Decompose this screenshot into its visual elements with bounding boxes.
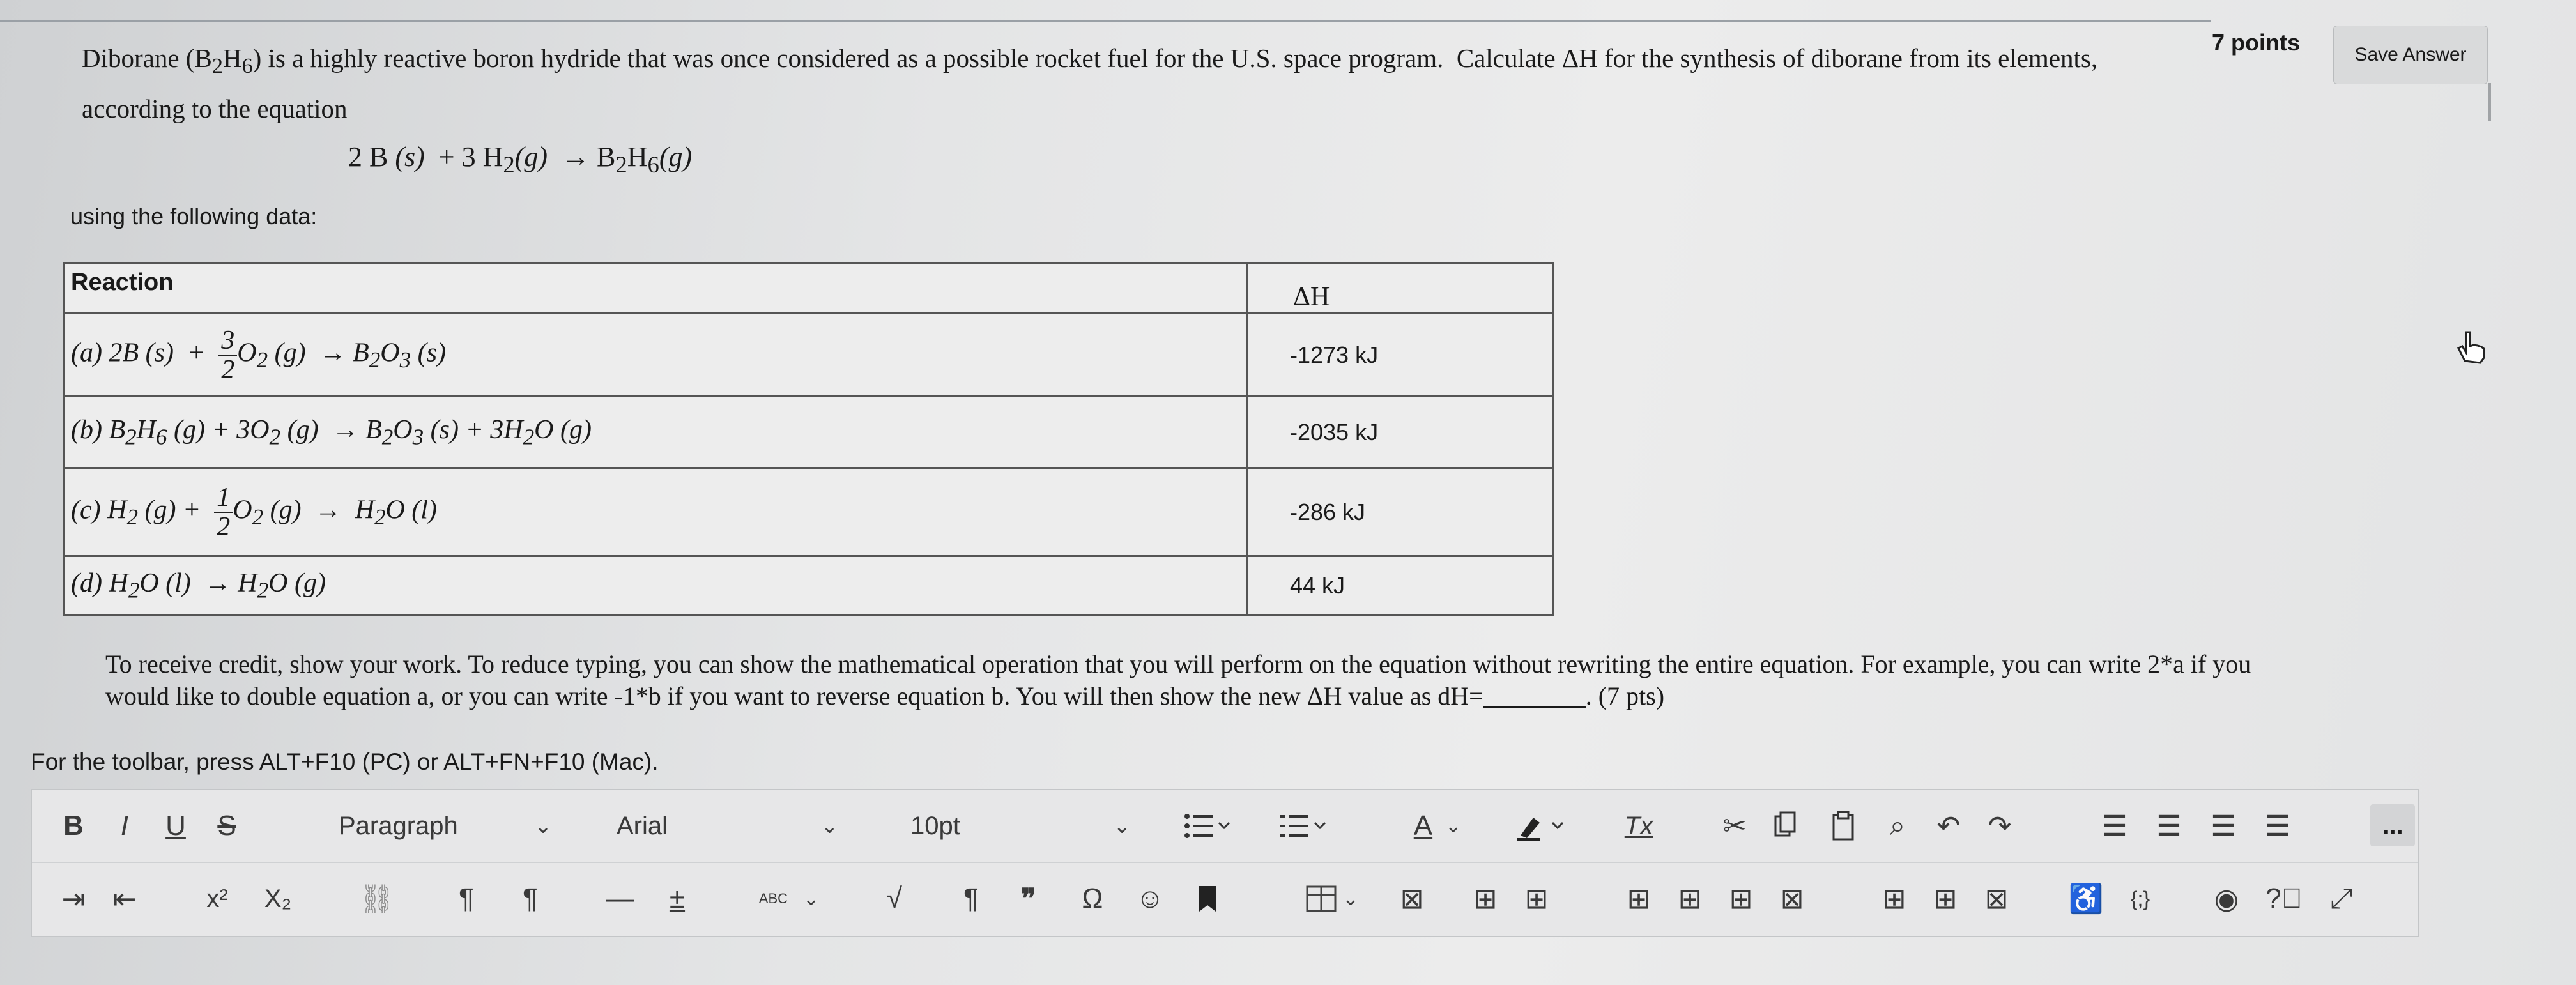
instructions	[105, 648, 2520, 712]
numbered-list-icon	[1278, 810, 1329, 842]
table-row	[64, 556, 1554, 615]
justify-button[interactable]	[2255, 790, 2300, 862]
eye-icon: ◉	[2214, 883, 2239, 915]
indent-button[interactable]	[51, 863, 96, 935]
clipboard-icon	[1830, 810, 1856, 842]
delete-row-icon: ⊠	[1780, 883, 1804, 915]
hand-cursor-icon	[2452, 326, 2490, 367]
target-equation: 2 B (s) + 3 $H_2(g) \to B_2H_6(g)$	[348, 141, 693, 178]
outdent-button[interactable]	[102, 863, 147, 935]
table-col-after-button[interactable]	[1667, 863, 1712, 935]
dh-d: 44 kJ	[1248, 556, 1554, 615]
paragraph-select[interactable]	[339, 790, 581, 862]
instructions-line-1: To receive credit, show your work. To reduce typing, you can show the mathematical operation that you will perform on the equation without rewriting the entire equation. For example, you can write 2*a if you	[105, 650, 2251, 678]
reaction-c: (c) $H_2$ (g) + $\frac{1}{2}$ $O_2$ $(g) \to H_2O$ (l)	[64, 468, 1248, 556]
highlight-button[interactable]	[1495, 790, 1591, 862]
chevron-down-icon: ⌄	[534, 814, 552, 837]
justify-icon: ☰	[2265, 810, 2290, 842]
table-row	[64, 468, 1554, 556]
reaction-d: (d) $H_2O$ $(l) \to H_2O$ (g)	[64, 556, 1248, 615]
table-grid-icon: ⊞	[1729, 883, 1753, 915]
table-merge-button[interactable]	[1872, 863, 1917, 935]
accessibility-button[interactable]	[2064, 863, 2108, 935]
chevron-down-icon: ⌄	[803, 888, 820, 910]
size-label: 10pt	[910, 811, 960, 840]
outdent-icon: ⇤	[112, 883, 137, 915]
align-right-icon: ☰	[2211, 810, 2236, 842]
align-left-button[interactable]	[2092, 790, 2137, 862]
dh-a: -1273 kJ	[1248, 314, 1554, 397]
header-reaction: Reaction	[64, 263, 1248, 314]
rtl-button[interactable]	[505, 863, 556, 935]
bold-button[interactable]: B	[63, 810, 84, 841]
table-delete-col-button[interactable]	[1974, 863, 2019, 935]
paste-button[interactable]	[1821, 790, 1866, 862]
strikethrough-button[interactable]: S	[217, 810, 236, 841]
paragraph-ltr-icon: ¶	[459, 883, 474, 914]
font-select[interactable]	[617, 790, 885, 862]
accessibility-icon: ♿	[2068, 883, 2104, 915]
clear-formatting-button[interactable]: Tx	[1624, 811, 1653, 840]
code-sample-button[interactable]: {;}	[2130, 887, 2150, 910]
emoticons-button[interactable]: ☺	[1135, 883, 1165, 914]
bookmark-icon	[1198, 885, 1217, 913]
highlighter-icon	[1514, 810, 1572, 842]
math-button[interactable]	[869, 863, 920, 935]
table-icon	[1305, 885, 1337, 913]
table-grid-icon: ⊞	[1627, 883, 1651, 915]
italic-button[interactable]: I	[120, 810, 129, 841]
table-col-before-button[interactable]	[1616, 863, 1661, 935]
show-blocks-button[interactable]	[946, 863, 997, 935]
subscript-button[interactable]: X₂	[264, 884, 292, 913]
paragraph-rtl-icon: ¶	[523, 883, 538, 914]
align-left-icon: ☰	[2102, 810, 2128, 842]
paragraph-label: Paragraph	[339, 811, 458, 840]
table-grid-icon: ⊞	[1678, 883, 1702, 915]
redo-icon: ↷	[1988, 810, 2012, 842]
reaction-b: (b) $B_2H_6$ $(g) + 3O_2$ $(g) \to B_2O_3$ $(s) + 3H_2O$ (g)	[64, 397, 1248, 468]
delete-table-icon: ⊠	[1400, 883, 1424, 915]
insert-table-button[interactable]	[1284, 863, 1380, 935]
table-cell-props-button[interactable]	[1923, 863, 1968, 935]
font-color-button[interactable]	[1393, 790, 1482, 862]
unlink-button[interactable]	[351, 863, 402, 935]
delete-column-icon: ⊠	[1984, 883, 2009, 915]
copy-icon	[1773, 810, 1798, 842]
chevron-down-icon: ⌄	[1342, 888, 1359, 910]
align-center-icon: ☰	[2156, 810, 2182, 842]
cut-button[interactable]	[1712, 790, 1757, 862]
scissors-icon: ✂	[1722, 810, 1747, 842]
instructions-line-2: would like to double equation a, or you can write -1*b if you want to reverse equation b. You will then show the new ΔH value as dH=________. (7 pts)	[105, 682, 1665, 710]
table-grid-icon: ⊞	[1882, 883, 1906, 915]
redo-button[interactable]	[1977, 790, 2022, 862]
horizontal-line-icon: —	[606, 883, 634, 914]
fullscreen-button[interactable]	[2319, 863, 2364, 935]
preview-button[interactable]	[2204, 863, 2249, 935]
align-center-button[interactable]	[2147, 790, 2191, 862]
size-select[interactable]	[891, 790, 1160, 862]
font-color-letter: A	[1413, 810, 1433, 841]
search-icon: ⌕	[1889, 810, 1906, 841]
toolbar-row-2	[32, 863, 2418, 935]
table-split-button[interactable]	[1719, 863, 1763, 935]
table-grid-icon: ⊞	[1473, 883, 1498, 915]
numbered-list-button[interactable]	[1259, 790, 1348, 862]
points-label: 7 points	[2212, 29, 2301, 56]
editor-toolbar	[31, 789, 2419, 937]
horizontal-line-button[interactable]	[594, 863, 645, 935]
ltr-button[interactable]	[441, 863, 492, 935]
fullscreen-icon: ⤢	[2330, 883, 2353, 914]
right-divider	[2488, 83, 2491, 121]
question-intro	[82, 37, 2446, 130]
dh-b: -2035 kJ	[1248, 397, 1554, 468]
undo-icon: ↶	[1936, 810, 1961, 842]
help-button[interactable]	[2262, 863, 2306, 935]
table-grid-icon: ⊞	[1524, 883, 1549, 915]
bookmark-button[interactable]	[1182, 863, 1233, 935]
chevron-down-icon: ⌄	[1445, 815, 1462, 837]
chevron-down-icon: ⌄	[1113, 814, 1131, 837]
table-row-after-button[interactable]	[1514, 863, 1559, 935]
spellcheck-label: ABC	[758, 890, 788, 906]
save-answer-button[interactable]: Save Answer	[2333, 26, 2488, 84]
table-row	[64, 314, 1554, 397]
table-header-row	[64, 263, 1554, 314]
delete-table-button[interactable]	[1386, 863, 1438, 935]
plus-minus-button[interactable]: ±	[669, 883, 686, 914]
pilcrow-icon: ¶	[963, 883, 979, 914]
copy-button[interactable]	[1763, 790, 1808, 862]
align-right-button[interactable]	[2201, 790, 2246, 862]
unlink-icon: ⛓	[359, 883, 395, 915]
help-icon: ?⃝	[2266, 883, 2303, 914]
indent-icon: ⇥	[61, 883, 86, 915]
table-row-before-button[interactable]	[1463, 863, 1508, 935]
bullet-list-button[interactable]	[1163, 790, 1252, 862]
more-button[interactable]: ...	[2370, 804, 2415, 846]
header-dh: ΔH	[1248, 263, 1554, 314]
intro-line-1: Diborane $(B_2H_6)$ is a highly reactive boron hydride that was once considered as a possible rocket fuel for the U.S. space program. Calculate ΔH for the synthesis of diborane from its elements,	[82, 43, 2098, 79]
table-grid-icon: ⊞	[1933, 883, 1958, 915]
font-label: Arial	[617, 811, 668, 840]
chevron-down-icon: ⌄	[821, 814, 838, 837]
table-delete-row-button[interactable]	[1770, 863, 1814, 935]
special-character-button[interactable]: Ω	[1082, 883, 1103, 914]
bullet-list-icon	[1182, 810, 1233, 842]
square-root-icon: √	[886, 883, 903, 914]
reaction-table	[63, 262, 1554, 616]
underline-button[interactable]: U	[165, 810, 186, 841]
spellcheck-button[interactable]	[741, 863, 837, 935]
undo-button[interactable]	[1926, 790, 1971, 862]
dh-c: -286 kJ	[1248, 468, 1554, 556]
intro-line-2: according to the equation	[82, 94, 348, 124]
top-divider	[0, 20, 2211, 22]
superscript-button[interactable]: x²	[206, 884, 228, 913]
toolbar-note: For the toolbar, press ALT+F10 (PC) or ALT+FN+F10 (Mac).	[31, 749, 659, 775]
using-data-label: using the following data:	[70, 203, 318, 229]
table-row	[64, 397, 1554, 468]
find-button[interactable]	[1875, 790, 1920, 862]
reaction-a: (a) 2B (s) + $\frac{3}{2}$ $O_2$ $(g) \to B_2O_3$ (s)	[64, 314, 1248, 397]
blockquote-button[interactable]: ❞	[1021, 883, 1036, 915]
toolbar-row-1	[32, 790, 2418, 863]
